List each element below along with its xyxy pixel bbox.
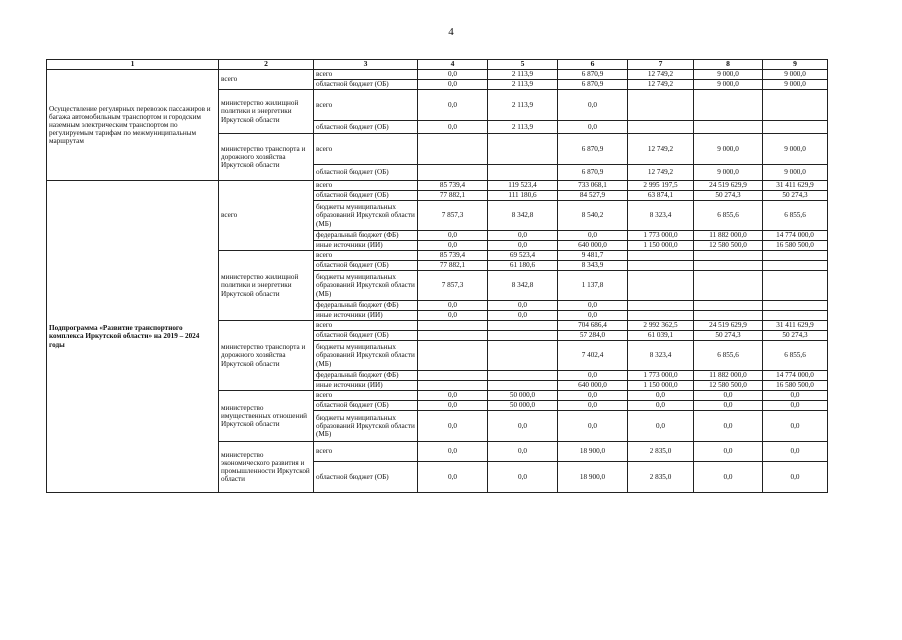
value-cell: 6 870,9 bbox=[558, 80, 628, 90]
value-cell: 0,0 bbox=[488, 231, 558, 241]
value-cell bbox=[488, 321, 558, 331]
value-cell: 1 773 000,0 bbox=[628, 371, 694, 381]
value-cell: 11 882 000,0 bbox=[694, 231, 763, 241]
value-cell bbox=[628, 251, 694, 261]
value-cell: 0,0 bbox=[418, 121, 488, 134]
value-cell: 50 274,3 bbox=[694, 331, 763, 341]
source-cell: федеральный бюджет (ФБ) bbox=[314, 371, 418, 381]
value-cell: 6 870,9 bbox=[558, 165, 628, 181]
value-cell: 6 855,6 bbox=[694, 201, 763, 231]
value-cell bbox=[694, 261, 763, 271]
value-cell: 0,0 bbox=[558, 121, 628, 134]
source-cell: всего bbox=[314, 70, 418, 80]
value-cell: 85 739,4 bbox=[418, 251, 488, 261]
source-cell: всего bbox=[314, 321, 418, 331]
value-cell: 0,0 bbox=[558, 301, 628, 311]
source-cell: областной бюджет (ОБ) bbox=[314, 121, 418, 134]
value-cell: 2 835,0 bbox=[628, 462, 694, 493]
column-header: 8 bbox=[694, 60, 763, 70]
value-cell: 0,0 bbox=[558, 401, 628, 411]
value-cell: 31 411 629,9 bbox=[763, 321, 828, 331]
value-cell bbox=[418, 165, 488, 181]
value-cell bbox=[628, 301, 694, 311]
value-cell: 2 113,9 bbox=[488, 80, 558, 90]
value-cell: 0,0 bbox=[418, 401, 488, 411]
value-cell: 9 000,0 bbox=[763, 165, 828, 181]
value-cell bbox=[418, 321, 488, 331]
value-cell: 14 774 000,0 bbox=[763, 371, 828, 381]
executor-cell: всего bbox=[219, 70, 314, 90]
value-cell: 9 000,0 bbox=[763, 134, 828, 165]
value-cell: 11 882 000,0 bbox=[694, 371, 763, 381]
value-cell: 69 523,4 bbox=[488, 251, 558, 261]
value-cell bbox=[488, 165, 558, 181]
value-cell bbox=[418, 371, 488, 381]
value-cell: 50 274,3 bbox=[763, 191, 828, 201]
value-cell: 2 835,0 bbox=[628, 442, 694, 462]
value-cell: 12 749,2 bbox=[628, 80, 694, 90]
value-cell: 733 068,1 bbox=[558, 181, 628, 191]
value-cell bbox=[488, 381, 558, 391]
source-cell: областной бюджет (ОБ) bbox=[314, 401, 418, 411]
value-cell: 0,0 bbox=[488, 311, 558, 321]
value-cell bbox=[418, 331, 488, 341]
source-cell: всего bbox=[314, 134, 418, 165]
value-cell bbox=[763, 271, 828, 301]
value-cell bbox=[488, 371, 558, 381]
source-cell: областной бюджет (ОБ) bbox=[314, 191, 418, 201]
value-cell: 50 274,3 bbox=[694, 191, 763, 201]
value-cell bbox=[418, 341, 488, 371]
value-cell bbox=[488, 341, 558, 371]
column-header: 5 bbox=[488, 60, 558, 70]
value-cell: 0,0 bbox=[488, 301, 558, 311]
source-cell: всего bbox=[314, 251, 418, 261]
value-cell: 1 150 000,0 bbox=[628, 381, 694, 391]
value-cell: 0,0 bbox=[628, 391, 694, 401]
value-cell: 7 857,3 bbox=[418, 271, 488, 301]
value-cell: 0,0 bbox=[763, 411, 828, 442]
value-cell bbox=[628, 271, 694, 301]
source-cell: всего bbox=[314, 90, 418, 121]
value-cell: 0,0 bbox=[488, 411, 558, 442]
value-cell: 1 773 000,0 bbox=[628, 231, 694, 241]
value-cell: 640 000,0 bbox=[558, 241, 628, 251]
value-cell: 18 900,0 bbox=[558, 462, 628, 493]
value-cell bbox=[763, 301, 828, 311]
value-cell: 0,0 bbox=[418, 231, 488, 241]
value-cell: 14 774 000,0 bbox=[763, 231, 828, 241]
source-cell: иные источники (ИИ) bbox=[314, 311, 418, 321]
column-header: 1 bbox=[47, 60, 219, 70]
value-cell: 111 180,6 bbox=[488, 191, 558, 201]
value-cell bbox=[488, 331, 558, 341]
value-cell: 12 749,2 bbox=[628, 134, 694, 165]
value-cell: 0,0 bbox=[418, 241, 488, 251]
value-cell bbox=[763, 311, 828, 321]
value-cell: 9 481,7 bbox=[558, 251, 628, 261]
source-cell: всего bbox=[314, 391, 418, 401]
value-cell: 24 519 629,9 bbox=[694, 321, 763, 331]
value-cell bbox=[763, 121, 828, 134]
value-cell: 0,0 bbox=[558, 311, 628, 321]
source-cell: областной бюджет (ОБ) bbox=[314, 261, 418, 271]
value-cell: 85 739,4 bbox=[418, 181, 488, 191]
value-cell: 0,0 bbox=[694, 411, 763, 442]
value-cell bbox=[763, 261, 828, 271]
value-cell: 77 882,1 bbox=[418, 191, 488, 201]
header-row bbox=[47, 60, 828, 70]
value-cell: 7 402,4 bbox=[558, 341, 628, 371]
value-cell bbox=[628, 90, 694, 121]
value-cell: 0,0 bbox=[558, 231, 628, 241]
value-cell: 0,0 bbox=[488, 442, 558, 462]
executor-cell: министерство жилищной политики и энергетики Иркутской области bbox=[219, 251, 314, 321]
source-cell: бюджеты муниципальных образований Иркутской области (МБ) bbox=[314, 341, 418, 371]
value-cell: 640 000,0 bbox=[558, 381, 628, 391]
value-cell: 0,0 bbox=[558, 411, 628, 442]
source-cell: областной бюджет (ОБ) bbox=[314, 331, 418, 341]
value-cell: 50 274,3 bbox=[763, 331, 828, 341]
value-cell: 704 686,4 bbox=[558, 321, 628, 331]
executor-cell: министерство транспорта и дорожного хозяйства Иркутской области bbox=[219, 321, 314, 391]
source-cell: иные источники (ИИ) bbox=[314, 241, 418, 251]
value-cell: 2 113,9 bbox=[488, 121, 558, 134]
value-cell: 8 323,4 bbox=[628, 341, 694, 371]
value-cell bbox=[694, 301, 763, 311]
value-cell: 8 342,8 bbox=[488, 271, 558, 301]
value-cell bbox=[628, 121, 694, 134]
value-cell: 0,0 bbox=[558, 371, 628, 381]
value-cell: 57 284,0 bbox=[558, 331, 628, 341]
value-cell: 0,0 bbox=[763, 391, 828, 401]
value-cell: 0,0 bbox=[763, 401, 828, 411]
value-cell: 6 855,6 bbox=[694, 341, 763, 371]
column-header: 2 bbox=[219, 60, 314, 70]
value-cell: 6 855,6 bbox=[763, 341, 828, 371]
value-cell: 0,0 bbox=[418, 301, 488, 311]
value-cell: 0,0 bbox=[694, 462, 763, 493]
value-cell: 0,0 bbox=[418, 391, 488, 401]
source-cell: бюджеты муниципальных образований Иркутской области (МБ) bbox=[314, 411, 418, 442]
value-cell: 16 580 500,0 bbox=[763, 381, 828, 391]
value-cell: 8 323,4 bbox=[628, 201, 694, 231]
value-cell: 12 580 500,0 bbox=[694, 241, 763, 251]
page-number: 4 bbox=[448, 26, 454, 38]
value-cell: 0,0 bbox=[763, 462, 828, 493]
value-cell: 0,0 bbox=[418, 442, 488, 462]
executor-cell: министерство имущественных отношений Иркутской области bbox=[219, 391, 314, 442]
value-cell: 0,0 bbox=[418, 90, 488, 121]
value-cell bbox=[694, 271, 763, 301]
value-cell bbox=[418, 134, 488, 165]
value-cell: 0,0 bbox=[694, 401, 763, 411]
column-header: 6 bbox=[558, 60, 628, 70]
value-cell: 0,0 bbox=[558, 391, 628, 401]
source-cell: областной бюджет (ОБ) bbox=[314, 80, 418, 90]
value-cell: 8 540,2 bbox=[558, 201, 628, 231]
value-cell bbox=[628, 261, 694, 271]
value-cell bbox=[694, 121, 763, 134]
value-cell: 12 749,2 bbox=[628, 70, 694, 80]
source-cell: всего bbox=[314, 181, 418, 191]
source-cell: всего bbox=[314, 442, 418, 462]
value-cell: 6 855,6 bbox=[763, 201, 828, 231]
value-cell: 84 527,9 bbox=[558, 191, 628, 201]
value-cell bbox=[628, 311, 694, 321]
value-cell: 63 874,1 bbox=[628, 191, 694, 201]
value-cell: 0,0 bbox=[488, 241, 558, 251]
value-cell: 0,0 bbox=[488, 462, 558, 493]
value-cell: 6 870,9 bbox=[558, 134, 628, 165]
value-cell: 1 150 000,0 bbox=[628, 241, 694, 251]
source-cell: федеральный бюджет (ФБ) bbox=[314, 301, 418, 311]
value-cell: 18 900,0 bbox=[558, 442, 628, 462]
subprogram-name-cell: Подпрограмма «Развитие транспортного комплекса Иркутской области» на 2019 – 2024 годы bbox=[47, 181, 219, 493]
value-cell: 0,0 bbox=[418, 80, 488, 90]
value-cell: 119 523,4 bbox=[488, 181, 558, 191]
column-header: 3 bbox=[314, 60, 418, 70]
value-cell: 61 039,1 bbox=[628, 331, 694, 341]
value-cell: 9 000,0 bbox=[694, 165, 763, 181]
source-cell: иные источники (ИИ) bbox=[314, 381, 418, 391]
value-cell bbox=[488, 134, 558, 165]
value-cell: 9 000,0 bbox=[694, 70, 763, 80]
value-cell: 1 137,8 bbox=[558, 271, 628, 301]
value-cell: 77 882,1 bbox=[418, 261, 488, 271]
source-cell: областной бюджет (ОБ) bbox=[314, 462, 418, 493]
value-cell: 16 580 500,0 bbox=[763, 241, 828, 251]
source-cell: бюджеты муниципальных образований Иркутской области (МБ) bbox=[314, 271, 418, 301]
value-cell: 0,0 bbox=[628, 411, 694, 442]
value-cell: 0,0 bbox=[418, 70, 488, 80]
source-cell: федеральный бюджет (ФБ) bbox=[314, 231, 418, 241]
budget-table bbox=[46, 59, 828, 493]
value-cell: 0,0 bbox=[418, 411, 488, 442]
value-cell: 0,0 bbox=[418, 311, 488, 321]
value-cell: 12 580 500,0 bbox=[694, 381, 763, 391]
table-row bbox=[47, 70, 828, 80]
value-cell: 24 519 629,9 bbox=[694, 181, 763, 191]
value-cell bbox=[763, 90, 828, 121]
value-cell: 0,0 bbox=[418, 462, 488, 493]
value-cell bbox=[694, 251, 763, 261]
value-cell: 61 180,6 bbox=[488, 261, 558, 271]
activity-name-cell: Осуществление регулярных перевозок пассажиров и багажа автомобильным транспортом и городским наземным электрическим транспортом по регулируемым тарифам по межмуниципальным маршрутам bbox=[47, 70, 219, 181]
value-cell bbox=[418, 381, 488, 391]
value-cell: 0,0 bbox=[694, 391, 763, 401]
value-cell: 9 000,0 bbox=[763, 70, 828, 80]
value-cell: 31 411 629,9 bbox=[763, 181, 828, 191]
value-cell: 50 000,0 bbox=[488, 391, 558, 401]
value-cell: 0,0 bbox=[763, 442, 828, 462]
executor-cell: всего bbox=[219, 181, 314, 251]
value-cell bbox=[763, 251, 828, 261]
executor-cell: министерство экономического развития и промышленности Иркутской области bbox=[219, 442, 314, 493]
value-cell: 6 870,9 bbox=[558, 70, 628, 80]
value-cell: 9 000,0 bbox=[694, 80, 763, 90]
value-cell: 2 113,9 bbox=[488, 70, 558, 80]
value-cell: 2 995 197,5 bbox=[628, 181, 694, 191]
value-cell: 2 992 362,5 bbox=[628, 321, 694, 331]
executor-cell: министерство транспорта и дорожного хозяйства Иркутской области bbox=[219, 134, 314, 181]
executor-cell: министерство жилищной политики и энергетики Иркутской области bbox=[219, 90, 314, 134]
value-cell bbox=[694, 90, 763, 121]
value-cell bbox=[694, 311, 763, 321]
value-cell: 12 749,2 bbox=[628, 165, 694, 181]
value-cell: 0,0 bbox=[694, 442, 763, 462]
value-cell: 9 000,0 bbox=[694, 134, 763, 165]
value-cell: 2 113,9 bbox=[488, 90, 558, 121]
column-header: 4 bbox=[418, 60, 488, 70]
value-cell: 0,0 bbox=[628, 401, 694, 411]
source-cell: бюджеты муниципальных образований Иркутской области (МБ) bbox=[314, 201, 418, 231]
table-row bbox=[47, 181, 828, 191]
value-cell: 8 343,9 bbox=[558, 261, 628, 271]
value-cell: 50 000,0 bbox=[488, 401, 558, 411]
value-cell: 0,0 bbox=[558, 90, 628, 121]
column-header: 9 bbox=[763, 60, 828, 70]
value-cell: 9 000,0 bbox=[763, 80, 828, 90]
value-cell: 8 342,8 bbox=[488, 201, 558, 231]
column-header: 7 bbox=[628, 60, 694, 70]
source-cell: областной бюджет (ОБ) bbox=[314, 165, 418, 181]
value-cell: 7 857,3 bbox=[418, 201, 488, 231]
